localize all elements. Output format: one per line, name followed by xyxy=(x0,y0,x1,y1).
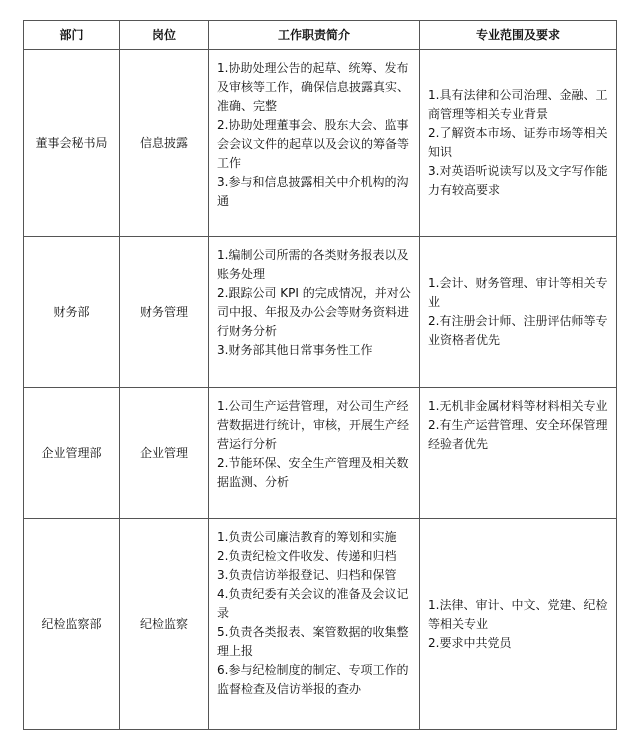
requirements-cell xyxy=(420,519,617,730)
table-row xyxy=(24,237,617,388)
duty-item: 1.协助处理公告的起草、统筹、发布及审核等工作，确保信息披露真实、准确、完整 xyxy=(217,61,410,113)
duty-item: 1.编制公司所需的各类财务报表以及账务处理 xyxy=(217,248,409,281)
department-cell: 纪检监察部 xyxy=(24,519,120,730)
requirement-item: 1.法律、审计、中文、党建、纪检等相关专业 xyxy=(428,597,608,631)
job-responsibility-table xyxy=(23,20,617,730)
requirements-cell xyxy=(420,50,617,237)
duties-cell xyxy=(209,519,420,730)
duty-item: 5.负责各类报表、案管数据的收集整理上报 xyxy=(217,625,409,658)
table-row xyxy=(24,50,617,237)
table-row xyxy=(24,388,617,519)
department-cell: 董事会秘书局 xyxy=(24,50,120,237)
department-cell: 企业管理部 xyxy=(24,388,120,519)
requirements-cell xyxy=(420,237,617,388)
header-requirements: 专业范围及要求 xyxy=(420,21,617,50)
duty-item: 2.节能环保、安全生产管理及相关数据监测、分析 xyxy=(217,456,409,489)
duties-cell xyxy=(209,237,420,388)
requirement-item: 2.了解资本市场、证券市场等相关知识 xyxy=(428,126,608,159)
duty-item: 1.公司生产运营管理，对公司生产经营数据进行统计，审核，开展生产经营运行分析 xyxy=(217,399,410,451)
duty-item: 3.参与和信息披露相关中介机构的沟通 xyxy=(217,175,409,208)
duty-item: 2.跟踪公司 KPI 的完成情况，并对公司中报、年报及办公会等财务资料进行财务分析 xyxy=(217,286,411,338)
duties-cell xyxy=(209,50,420,237)
duty-item: 6.参与纪检制度的制定、专项工作的监督检查及信访举报的查办 xyxy=(217,663,409,696)
requirement-item: 2.有生产运营管理、安全环保管理经验者优先 xyxy=(428,418,608,451)
header-position: 岗位 xyxy=(120,21,209,50)
department-cell: 财务部 xyxy=(24,237,120,388)
position-cell: 纪检监察 xyxy=(120,519,209,730)
duty-item: 2.协助处理董事会、股东大会、监事会会议文件的起草以及会议的筹备等工作 xyxy=(217,118,410,170)
requirement-item: 1.会计、财务管理、审计等相关专业 xyxy=(428,276,608,309)
header-department: 部门 xyxy=(24,21,120,50)
duty-item: 3.负责信访举报登记、归档和保管 xyxy=(217,568,397,582)
requirements-cell xyxy=(420,388,617,519)
requirement-item: 2.有注册会计师、注册评估师等专业资格者优先 xyxy=(428,314,608,347)
requirement-item: 1.具有法律和公司治理、金融、工商管理等相关专业背景 xyxy=(428,88,608,121)
requirement-item: 3.对英语听说读写以及文字写作能力有较高要求 xyxy=(428,164,608,197)
table-row xyxy=(24,519,617,730)
requirement-item: 2.要求中共党员 xyxy=(428,635,512,650)
position-cell: 信息披露 xyxy=(120,50,209,237)
duty-item: 3.财务部其他日常事务性工作 xyxy=(217,343,373,357)
duty-item: 4.负责纪委有关会议的准备及会议记录 xyxy=(217,587,409,620)
table-header-row xyxy=(24,21,617,50)
duties-cell xyxy=(209,388,420,519)
duty-item: 1.负责公司廉洁教育的筹划和实施 xyxy=(217,530,397,544)
header-duties: 工作职责简介 xyxy=(209,21,420,50)
position-cell: 企业管理 xyxy=(120,388,209,519)
duty-item: 2.负责纪检文件收发、传递和归档 xyxy=(217,549,397,563)
position-cell: 财务管理 xyxy=(120,237,209,388)
requirement-item: 1.无机非金属材料等材料相关专业 xyxy=(428,399,608,413)
